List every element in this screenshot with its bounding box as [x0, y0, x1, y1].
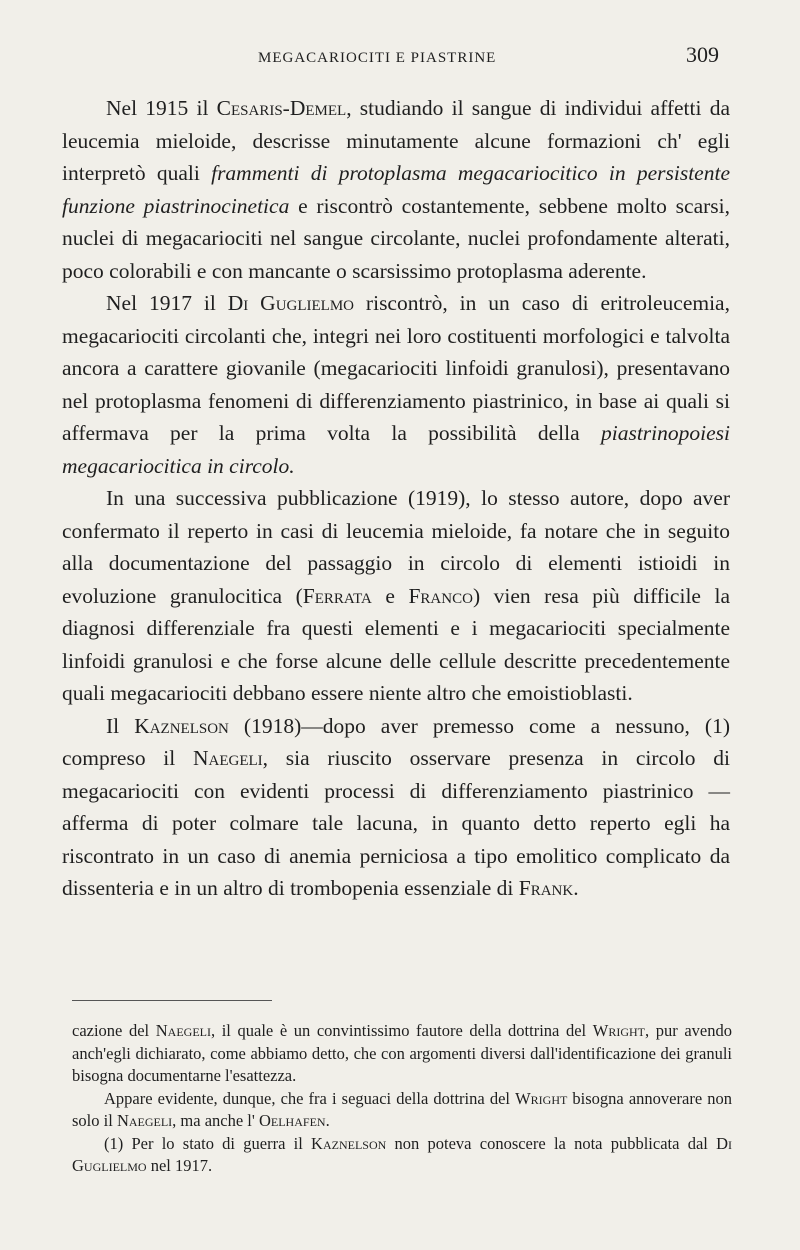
- footnotes: [72, 1020, 732, 1178]
- footnote-text: nel 1917.: [146, 1156, 213, 1175]
- paragraph-4: [62, 710, 730, 905]
- page-header: [0, 42, 800, 72]
- author-name: Naegeli: [192, 746, 263, 770]
- running-title: MEGACARIOCITI E PIASTRINE: [258, 50, 497, 66]
- footnote-text: Appare evidente, dunque, che fra i seguaci della dottrina del: [104, 1088, 516, 1108]
- page-number: 309: [686, 42, 719, 67]
- author-name: Wright: [515, 1088, 568, 1108]
- paragraph-4-text-e: , sia riuscito osservare presenza in circolo di megacariociti con evidenti processi di differenziamento piastrinico — afferma di poter colmare tale lacuna, in quanto detto reperto egli ha riscontrato in un caso di anemia perniciosa a tipo emolitico complicato da dissenteria e in un altro di trombopenia essenziale di: [62, 746, 730, 900]
- body-text: [62, 92, 730, 905]
- paragraph-1: [62, 92, 730, 287]
- emphasis-text: frammenti di protoplasma megacariocitico in persistente funzione piastrinocinetica: [62, 161, 730, 218]
- author-name: Naegeli: [116, 1111, 173, 1130]
- author-name: Di Guglielmo: [72, 1133, 733, 1175]
- footnote-text: , pur avendo anch'egli dichiarato, come abbiamo detto, che con argomenti diversi dall'identificazione dei granuli bisogna documentarne l'esattezza.: [72, 1021, 732, 1085]
- footnote-text: non poteva conoscere la nota pubblicata dal: [386, 1133, 717, 1153]
- paragraph-3-text-e: ) vien resa più difficile la diagnosi differenziale fra questi elementi e i megacariociti specialmente linfoidi granulosi e che forse alcune delle cellule descritte precedentemente quali megacariociti debbano essere niente altro che emoistioblasti.: [62, 583, 731, 705]
- paragraph-1-text-e: e riscontrò costantemente, sebbene molto scarsi, nuclei di megacariociti nel sangue circolante, nuclei profondamente alterati, poco colorabili e con mancante o scarsissimo protoplasma aderente.: [62, 193, 730, 283]
- footnote-divider: [72, 1000, 272, 1001]
- author-name: Frank: [518, 876, 574, 900]
- footnote-text: , il quale è un convintissimo fautore della dottrina del: [210, 1021, 593, 1040]
- paragraph-3-text-a: In una successiva pubblicazione (1919), lo stesso autore, dopo aver confermato il reperto in casi di leucemia mieloide, fa notare che in seguito alla documentazione del passaggio in circolo di elementi istioidi in evoluzione granulocitica (: [62, 486, 730, 608]
- paragraph-1-text-a: Nel 1915 il: [106, 96, 217, 120]
- paragraph-2: [62, 287, 730, 482]
- author-name: Di Guglielmo: [227, 291, 355, 315]
- author-name: Kaznelson: [311, 1133, 387, 1153]
- footnote-text: bisogna annoverare non solo il: [72, 1088, 732, 1130]
- author-name: Franco: [408, 583, 473, 608]
- footnote-continuation: [72, 1020, 732, 1088]
- paragraph-4-text-a: Il: [106, 713, 135, 738]
- author-name: Wright: [592, 1021, 645, 1040]
- paragraph-4-text-c: (1918)—dopo aver premesso come a nessuno, (1) compreso il: [62, 713, 731, 770]
- author-name: Cesaris-Demel: [216, 96, 347, 120]
- emphasis-text: piastrinopoiesi megacariocitica in circolo.: [62, 421, 730, 478]
- paragraph-2-text-a: Nel 1917 il: [106, 291, 228, 315]
- author-name: Ferrata: [302, 583, 372, 608]
- footnote-text: .: [325, 1111, 330, 1130]
- footnote-paragraph: [72, 1088, 732, 1133]
- paragraph-4-text-g: .: [573, 876, 579, 900]
- paragraph-2-text-c: riscontrò, in un caso di eritroleucemia, megacariociti circolanti che, integri nei loro costituenti morfologici e talvolta ancora a carattere giovanile (megacariociti linfoidi granulosi), presentavano nel protoplasma fenomeni di differenziamento piastrinico, in base ai quali si affermava per la prima volta la possibilità della: [62, 291, 730, 445]
- footnote-text: , ma anche l': [172, 1111, 259, 1130]
- footnote-1: [72, 1133, 732, 1178]
- paragraph-3: [62, 482, 730, 710]
- paragraph-1-text-c: , studiando il sangue di individui affetti da leucemia mieloide, descrisse minutamente alcune formazioni ch' egli interpretò quali: [62, 96, 730, 185]
- author-name: Naegeli: [155, 1021, 211, 1040]
- footnote-text: (1) Per lo stato di guerra il: [104, 1133, 312, 1153]
- author-name: Oelhafen: [258, 1111, 326, 1130]
- footnote-text: cazione del: [72, 1021, 156, 1040]
- author-name: Kaznelson: [134, 713, 229, 738]
- paragraph-3-text-c: e: [371, 583, 409, 608]
